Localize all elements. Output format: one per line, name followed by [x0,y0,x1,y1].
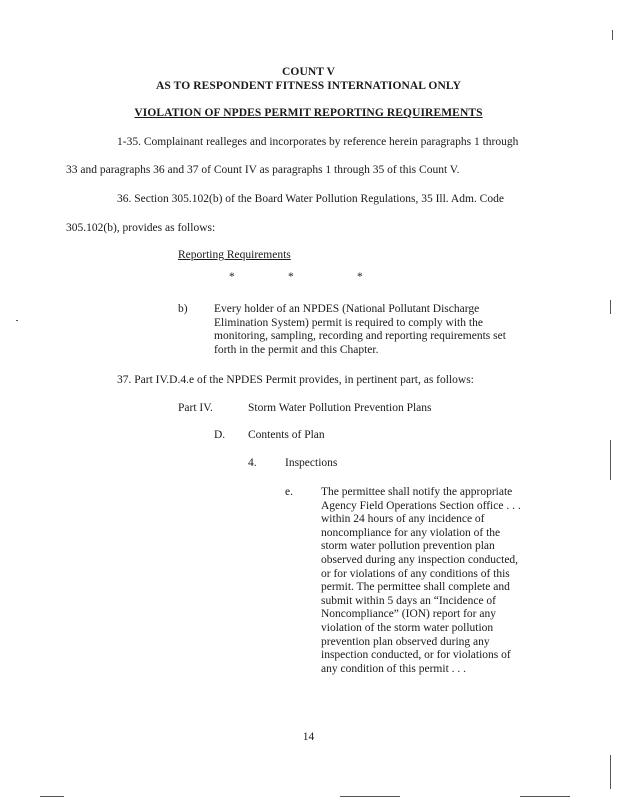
section-e-line: or for violations of any conditions of this [321,567,510,580]
section-d-title: Contents of Plan [248,429,325,441]
page-number: 14 [302,731,315,743]
para-37: 37. Part IV.D.4.e of the NPDES Permit provides, in pertinent part, as follows: [117,374,474,386]
scan-mark [520,796,570,797]
respondent-heading: AS TO RESPONDENT FITNESS INTERNATIONAL ONLY [156,80,461,92]
section-e-line: permit. The permittee shall complete and [321,581,510,594]
para-1-35-line2: 33 and paragraphs 36 and 37 of Count IV as paragraphs 1 through 35 of this Count V. [66,164,460,176]
reporting-requirements-title: Reporting Requirements [178,249,291,261]
para-36-line2: 305.102(b), provides as follows: [66,222,216,234]
count-heading: COUNT V [282,66,335,78]
section-e-line: any condition of this permit . . . [321,662,467,675]
ellipsis-star-3: * [357,271,363,283]
section-e-line: Agency Field Operations Section office . . . [321,499,521,512]
section-d-label: D. [214,429,226,441]
item-b-label: b) [178,303,188,315]
part-iv-title: Storm Water Pollution Prevention Plans [248,402,432,414]
scan-mark [16,320,18,321]
scan-mark [340,796,400,797]
item-b-line: forth in the permit and this Chapter. [214,343,379,356]
section-e-line: Noncompliance” (ION) report for any [321,608,496,621]
scan-mark [40,796,64,797]
section-4-title: Inspections [285,457,338,469]
section-e-line: storm water pollution prevention plan [321,540,495,553]
ellipsis-star-1: * [229,271,235,283]
ellipsis-star-2: * [288,271,294,283]
para-36-line1: 36. Section 305.102(b) of the Board Water Pollution Regulations, 35 Ill. Adm. Code [117,193,504,205]
scan-mark [612,30,613,40]
item-b-line: Every holder of an NPDES (National Pollutant Discharge [214,303,480,315]
item-b-line: Elimination System) permit is required to comply with the [214,316,483,329]
scan-mark [610,755,611,789]
section-e-line: prevention plan observed during any [321,635,490,648]
section-e-line: The permittee shall notify the appropriate [321,486,513,498]
scan-mark [610,300,611,314]
para-1-35-line1: 1-35. Complainant realleges and incorporates by reference herein paragraphs 1 through [117,136,519,148]
section-e-line: submit within 5 days an “Incidence of [321,594,497,607]
scan-mark [610,440,611,480]
item-b-text [214,303,534,357]
section-e-text [321,486,546,676]
part-iv-label: Part IV. [178,402,213,414]
violation-heading: VIOLATION OF NPDES PERMIT REPORTING REQUIREMENTS [134,107,483,119]
section-e-line: violation of the storm water pollution [321,621,494,634]
section-e-line: inspection conducted, or for violations of [321,649,511,662]
section-e-line: within 24 hours of any incidence of [321,513,485,526]
section-4-label: 4. [248,457,257,469]
section-e-label: e. [285,486,293,498]
section-e-line: observed during any inspection conducted, [321,553,519,566]
item-b-line: monitoring, sampling, recording and reporting requirements set [214,330,506,343]
section-e-line: noncompliance for any violation of the [321,526,501,539]
